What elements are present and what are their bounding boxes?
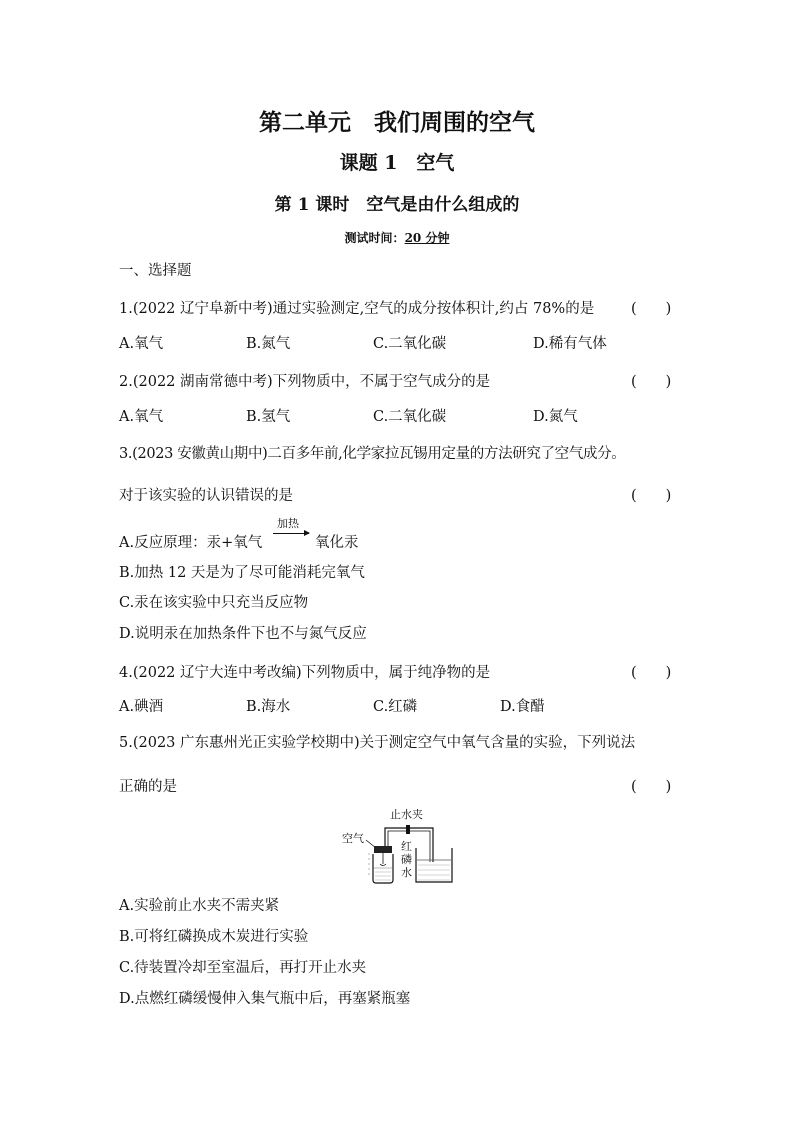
q3-option-c: C.汞在该实验中只充当反应物: [119, 595, 309, 611]
q2-option-d: D.氮气: [533, 409, 578, 425]
unit-title: 第二单元 我们周围的空气: [259, 109, 535, 136]
reaction-arrow: [273, 515, 309, 545]
q4-option-d: D.食醋: [500, 699, 545, 715]
label-clamp: 止水夹: [390, 808, 423, 821]
lesson-title: 课题 1 空气: [339, 152, 455, 174]
q3-stem-line2: 对于该实验的认识错误的是: [119, 488, 293, 504]
q5-option-a: A.实验前止水夹不需夹紧: [119, 898, 280, 914]
q1-answer-blank: ( ): [631, 301, 672, 317]
q1-option-a: A.氧气: [119, 336, 164, 352]
q2-option-a: A.氧气: [119, 409, 164, 425]
reaction-condition: 加热: [277, 517, 299, 530]
label-red-p-2: 磷: [401, 853, 412, 866]
scale-marks: [368, 854, 370, 874]
q4-answer-blank: ( ): [631, 665, 672, 681]
section-label: 一、选择题: [119, 263, 192, 279]
q5-option-b: B.可将红磷换成木炭进行实验: [119, 929, 309, 945]
q4-option-b: B.海水: [246, 699, 291, 715]
q2-answer-blank: ( ): [631, 374, 672, 390]
test-time-label: 测试时间：: [344, 231, 405, 245]
bottle-stopper: [374, 846, 392, 853]
q1-option-b: B.氮气: [246, 336, 291, 352]
q1-option-c: C.二氧化碳: [373, 336, 447, 352]
q5-option-d: D.点燃红磷缓慢伸入集气瓶中后，再塞紧瓶塞: [119, 991, 411, 1007]
q3-option-b: B.加热 12 天是为了尽可能消耗完氧气: [119, 565, 365, 581]
q5-stem-line1: 5.(2023 广东惠州光正实验学校期中)关于测定空气中氧气含量的实验，下列说法: [119, 735, 636, 751]
clamp: [406, 825, 410, 834]
beaker-water-hatch: [418, 865, 450, 880]
q3-option-a-suffix: 氧化汞: [315, 535, 359, 551]
test-time-value: 20 分钟: [404, 231, 450, 245]
q2-option-c: C.二氧化碳: [373, 409, 447, 425]
q3-option-a-prefix: A.反应原理：汞+氧气: [119, 535, 263, 551]
q1-option-d: D.稀有气体: [533, 336, 607, 352]
bottle-water-hatch: [375, 872, 391, 880]
period-title: 第 1 课时 空气是由什么组成的: [274, 195, 520, 215]
q3-option-d: D.说明汞在加热条件下也不与氮气反应: [119, 626, 367, 642]
q2-option-b: B.氢气: [246, 409, 291, 425]
q5-stem-line2: 正确的是: [119, 779, 177, 795]
q2-stem: 2.(2022 湖南常德中考)下列物质中，不属于空气成分的是: [119, 374, 491, 390]
label-air: 空气: [342, 832, 364, 845]
test-time: [0, 229, 794, 246]
q5-answer-blank: ( ): [631, 779, 672, 795]
q4-option-c: C.红磷: [373, 699, 418, 715]
spoon-cup: [380, 864, 386, 866]
apparatus-diagram: [340, 804, 480, 886]
q4-option-a: A.碘酒: [119, 699, 164, 715]
arrow-line: [273, 533, 309, 534]
label-red-p-1: 红: [401, 840, 412, 853]
q3-answer-blank: ( ): [631, 488, 672, 504]
q1-stem: 1.(2022 辽宁阜新中考)通过实验测定,空气的成分按体积计,约占 78%的是: [119, 301, 595, 317]
q4-stem: 4.(2022 辽宁大连中考改编)下列物质中，属于纯净物的是: [119, 665, 491, 681]
label-water: 水: [401, 866, 412, 879]
q3-stem-line1: 3.(2023 安徽黄山期中)二百多年前,化学家拉瓦锡用定量的方法研究了空气成分。: [119, 446, 626, 462]
q5-option-c: C.待装置冷却至室温后，再打开止水夹: [119, 960, 367, 976]
